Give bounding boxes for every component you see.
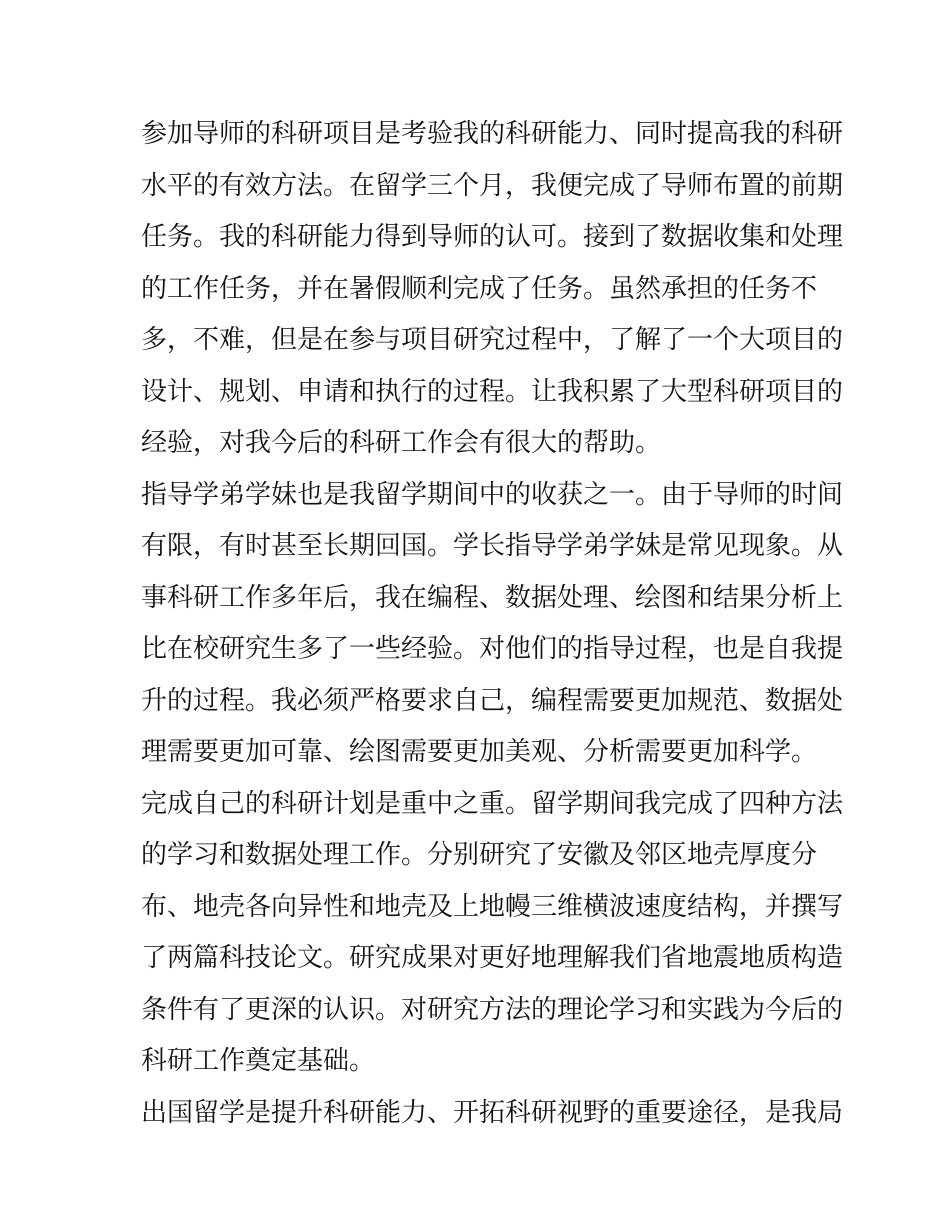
text-line: 的学习和数据处理工作。分别研究了安徽及邻区地壳厚度分 (141, 840, 818, 870)
text-line: 指导学弟学妹也是我留学期间中的收获之一。由于导师的时间 (141, 479, 844, 510)
text-line: 升的过程。我必须严格要求自己，编程需要更加规范、数据处 (141, 685, 844, 716)
text-line: 水平的有效方法。在留学三个月，我便完成了导师布置的前期 (141, 170, 844, 201)
text-line: 事科研工作多年后，我在编程、数据处理、绘图和结果分析上 (141, 582, 844, 613)
text-line: 有限，有时甚至长期回国。学长指导学弟学妹是常见现象。从 (141, 531, 844, 561)
text-line: 任务。我的科研能力得到导师的认可。接到了数据收集和处理 (141, 222, 844, 252)
text-line: 多，不难，但是在参与项目研究过程中，了解了一个大项目的 (141, 325, 844, 355)
text-line: 理需要更加可靠、绘图需要更加美观、分析需要更加科学。 (141, 737, 818, 767)
text-line: 完成自己的科研计划是重中之重。留学期间我完成了四种方法 (141, 788, 844, 819)
text-line: 条件有了更深的认识。对研究方法的理论学习和实践为今后的 (141, 994, 844, 1025)
text-line: 设计、规划、申请和执行的过程。让我积累了大型科研项目的 (141, 376, 844, 407)
body-text (141, 109, 844, 1139)
text-line: 经验，对我今后的科研工作会有很大的帮助。 (141, 428, 662, 458)
text-line: 科研工作奠定基础。 (141, 1046, 376, 1076)
text-line: 比在校研究生多了一些经验。对他们的指导过程，也是自我提 (141, 634, 844, 664)
text-line: 布、地壳各向异性和地壳及上地幔三维横波速度结构，并撰写 (141, 891, 844, 922)
text-line: 了两篇科技论文。研究成果对更好地理解我们省地震地质构造 (141, 943, 844, 973)
text-line: 出国留学是提升科研能力、开拓科研视野的重要途径，是我局 (141, 1097, 844, 1128)
text-line: 参加导师的科研项目是考验我的科研能力、同时提高我的科研 (141, 119, 844, 149)
text-line: 的工作任务，并在暑假顺利完成了任务。虽然承担的任务不 (141, 273, 818, 304)
